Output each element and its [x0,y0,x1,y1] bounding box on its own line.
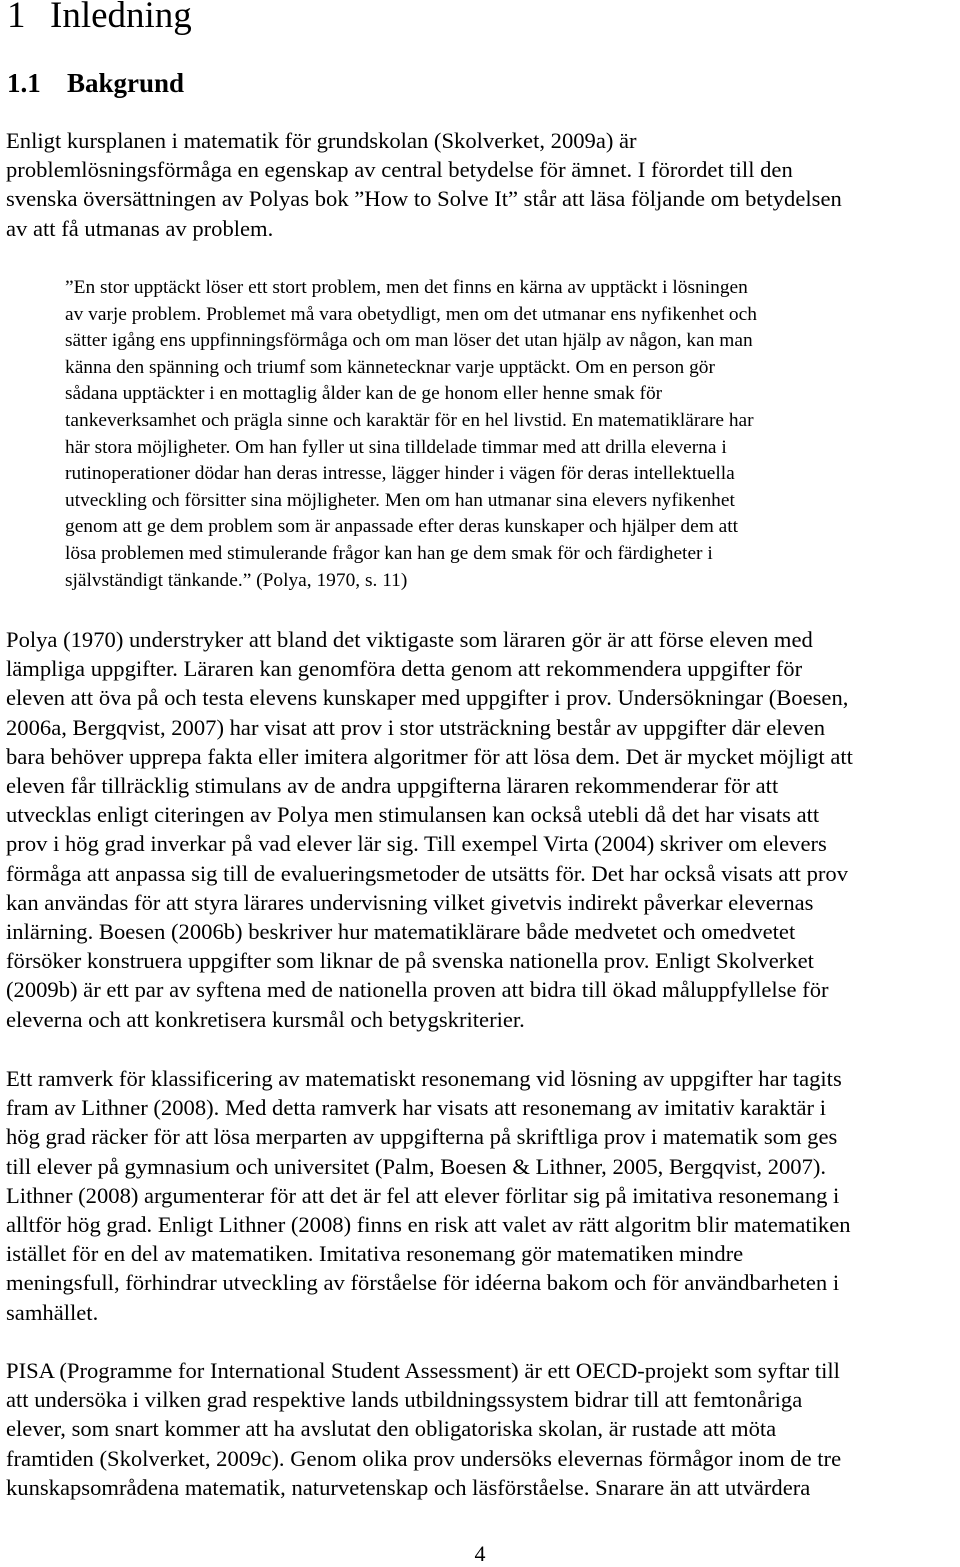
quote-line: sådana upptäckter i en mottaglig ålder kan de ge honom eller henne smak för [65,383,663,405]
quote-line: känna den spänning och triumf som kännetecknar varje upptäckt. Om en person gör [65,356,715,378]
polya-paragraph [6,625,954,1034]
text-line: Enligt kursplanen i matematik för grundskolan (Skolverket, 2009a) är [6,128,637,153]
chapter-number: 1 [7,0,26,36]
text-line: meningsfull, förhindrar utveckling av förståelse för idéerna bakom och för användbarheten i [6,1270,840,1296]
quote-line: här stora möjligheter. Om han fyller ut sina tilldelade timmar med att drilla eleverna i [65,436,727,458]
text-line: bara behöver upprepa fakta eller imitera algoritmer för att lösa dem. Det är mycket möjligt att [6,743,853,769]
text-line: kan användas för att styra lärares undervisning vilket givetvis indirekt påverkar elevernas [6,889,814,915]
text-line: framtiden (Skolverket, 2009c). Genom olika prov undersöks elevernas förmågor inom de tre [6,1445,842,1471]
quote-line: genom att ge dem problem som är anpassade efter deras kunskaper och hjälper dem att [65,516,739,538]
quote-line: ”En stor upptäckt löser ett stort problem, men det finns en kärna av upptäckt i lösningen [65,277,748,298]
text-line: försöker konstruera uppgifter som liknar de på svenska nationella prov. Enligt Skolverket [6,948,814,974]
quote-line: tankeverksamhet och prägla sinne och karaktär för en hel livstid. En matematiklärare har [65,409,754,431]
text-line: utvecklas enligt citeringen av Polya men stimulansen kan också utebli då det har visats att [6,802,820,828]
section-heading [7,66,184,100]
text-line: PISA (Programme for International Student Assessment) är ett OECD-projekt som syftar till [6,1358,840,1383]
text-line: Lithner (2008) argumenterar för att det är fel att elever förlitar sig på imitativa resonemang i [6,1182,840,1208]
lithner-paragraph [6,1064,954,1327]
text-line: hög grad räcker för att lösa merparten av uppgifterna på skriftliga prov i matematik som ges [6,1124,838,1150]
quote-line: av varje problem. Problemet må vara obetydligt, men om det utmanar ens nyfikenhet och [65,303,757,325]
intro-paragraph [6,126,954,243]
text-line: förmåga att anpassa sig till de evalueringsmetoder de utsätts för. Det har också visats att prov [6,860,849,886]
polya-quote [65,275,895,594]
text-line: istället för en del av matematiken. Imitativa resonemang gör matematiken mindre [6,1241,744,1267]
text-line: alltför hög grad. Enligt Lithner (2008) finns en risk att valet av rätt algoritm blir matematiken [6,1212,851,1238]
pisa-paragraph [6,1356,954,1502]
text-line: eleven att öva på och testa elevens kunskaper med uppgifter i prov. Undersökningar (Boesen, [6,685,849,711]
text-line: lämpliga uppgifter. Läraren kan genomföra detta genom att rekommendera uppgifter för [6,656,803,682]
text-line: svenska översättningen av Polyas bok ”How to Solve It” står att läsa följande om betydelsen [6,186,842,212]
text-line: fram av Lithner (2008). Med detta ramverk har visats att resonemang av imitativ karaktär i [6,1095,826,1121]
quote-line: lösa problemen med stimulerande frågor kan han ge dem smak för och färdigheter i [65,542,713,564]
text-line: samhället. [6,1299,99,1325]
quote-line: utveckling och försitter sina möjligheter. Men om han utmanar sina elevers nyfikenhet [65,489,735,511]
text-line: eleven får tillräcklig stimulans av de andra uppgifterna läraren rekommenderar för att [6,773,779,799]
section-title: Bakgrund [67,68,185,98]
page-number: 4 [474,1541,486,1566]
text-line: 2006a, Bergqvist, 2007) har visat att prov i stor utsträckning består av uppgifter där eleven [6,714,826,740]
text-line: kunskapsområdena matematik, naturvetenskap och läsförståelse. Snarare än att utvärdera [6,1474,811,1500]
chapter-title: Inledning [50,0,192,36]
text-line: elever, som snart kommer att ha avslutat den obligatoriska skolan, är rustade att möta [6,1416,777,1442]
chapter-heading [7,0,192,40]
text-line: eleverna och att konkretisera kursmål och betygskriterier. [6,1006,525,1032]
quote-line: sätter igång ens uppfinningsförmåga och om man löser det utan hjälp av någon, kan man [65,330,753,352]
quote-line: självständigt tänkande.” (Polya, 1970, s. 11) [65,569,408,591]
text-line: att undersöka i vilken grad respektive lands utbildningssystem bidrar till att femtonåriga [6,1387,803,1413]
text-line: av att få utmanas av problem. [6,215,274,241]
text-line: problemlösningsförmåga en egenskap av central betydelse för ämnet. I förordet till den [6,157,793,183]
text-line: Ett ramverk för klassificering av matematiskt resonemang vid lösning av uppgifter har tagits [6,1066,842,1091]
text-line: inlärning. Boesen (2006b) beskriver hur matematiklärare både medvetet och omedvetet [6,919,796,945]
quote-line: rutinoperationer dödar han deras intresse, lägger hinder i vägen för deras intellektuella [65,463,735,485]
text-line: Polya (1970) understryker att bland det viktigaste som läraren gör är att förse eleven med [6,627,813,652]
text-line: prov i hög grad inverkar på vad elever lär sig. Till exempel Virta (2004) skriver om elevers [6,831,827,857]
section-number: 1.1 [7,68,41,98]
text-line: till elever på gymnasium och universitet (Palm, Boesen & Lithner, 2005, Bergqvist, 2007). [6,1153,827,1179]
text-line: (2009b) är ett par av syftena med de nationella proven att bidra till ökad måluppfyllelse för [6,977,829,1003]
